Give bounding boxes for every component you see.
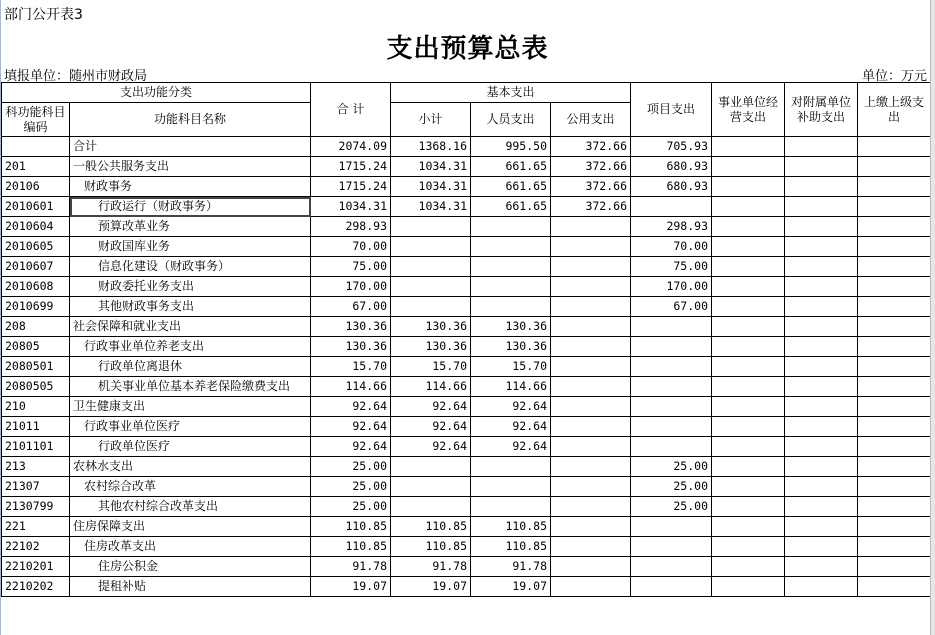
cell-e2[interactable] <box>785 257 858 277</box>
cell-total[interactable]: 1715.24 <box>311 177 391 197</box>
cell-public[interactable] <box>551 317 631 337</box>
cell-total[interactable]: 170.00 <box>311 277 391 297</box>
cell-name[interactable]: 行政单位离退休 <box>70 357 311 377</box>
cell-code[interactable]: 2080505 <box>2 377 70 397</box>
header-subsidy: 对附属单位补助支出 <box>785 83 858 137</box>
cell-public[interactable] <box>551 357 631 377</box>
cell-total[interactable]: 92.64 <box>311 397 391 417</box>
cell-project[interactable]: 70.00 <box>631 237 712 257</box>
cell-name[interactable]: 行政运行（财政事务） <box>70 197 311 217</box>
cell-e3[interactable] <box>858 257 931 277</box>
cell-e3[interactable] <box>858 317 931 337</box>
cell-name[interactable]: 一般公共服务支出 <box>70 157 311 177</box>
cell-e1[interactable] <box>712 517 785 537</box>
cell-total[interactable]: 130.36 <box>311 337 391 357</box>
cell-public[interactable] <box>551 557 631 577</box>
cell-e1[interactable] <box>712 277 785 297</box>
cell-e2[interactable] <box>785 297 858 317</box>
cell-name[interactable]: 财政事务 <box>70 177 311 197</box>
table-row <box>2 197 931 217</box>
sheet-label: 部门公开表3 <box>4 7 83 23</box>
cell-public[interactable]: 372.66 <box>551 137 631 157</box>
cell-e3[interactable] <box>858 557 931 577</box>
cell-e2[interactable] <box>785 517 858 537</box>
cell-name[interactable]: 农林水支出 <box>70 457 311 477</box>
cell-public[interactable] <box>551 217 631 237</box>
cell-public[interactable] <box>551 377 631 397</box>
cell-public[interactable] <box>551 237 631 257</box>
cell-subtotal[interactable]: 91.78 <box>391 557 471 577</box>
cell-code[interactable]: 208 <box>2 317 70 337</box>
header-project: 项目支出 <box>631 83 712 137</box>
header-func-class: 支出功能分类 <box>2 83 311 103</box>
cell-total[interactable]: 92.64 <box>311 437 391 457</box>
cell-project[interactable] <box>631 557 712 577</box>
cell-code[interactable]: 201 <box>2 157 70 177</box>
cell-personnel[interactable]: 110.85 <box>471 537 551 557</box>
cell-name[interactable]: 合计 <box>70 137 311 157</box>
cell-personnel[interactable]: 661.65 <box>471 157 551 177</box>
cell-name[interactable]: 提租补贴 <box>70 577 311 597</box>
cell-personnel[interactable]: 661.65 <box>471 197 551 217</box>
cell-e2[interactable] <box>785 157 858 177</box>
cell-code[interactable]: 2010608 <box>2 277 70 297</box>
cell-personnel[interactable]: 130.36 <box>471 337 551 357</box>
cell-personnel[interactable]: 130.36 <box>471 317 551 337</box>
cell-subtotal[interactable]: 92.64 <box>391 397 471 417</box>
cell-e3[interactable] <box>858 497 931 517</box>
cell-total[interactable]: 25.00 <box>311 477 391 497</box>
table-row <box>2 497 931 517</box>
cell-name[interactable]: 行政单位医疗 <box>70 437 311 457</box>
header-total: 合 计 <box>311 83 391 137</box>
window-right-edge <box>930 0 935 635</box>
table-row <box>2 137 931 157</box>
table-row <box>2 177 931 197</box>
cell-personnel[interactable]: 92.64 <box>471 437 551 457</box>
table-row <box>2 337 931 357</box>
cell-project[interactable]: 298.93 <box>631 217 712 237</box>
cell-name[interactable]: 住房公积金 <box>70 557 311 577</box>
budget-table <box>1 82 931 597</box>
cell-subtotal[interactable]: 1034.31 <box>391 197 471 217</box>
cell-e3[interactable] <box>858 577 931 597</box>
cell-e1[interactable] <box>712 257 785 277</box>
cell-total[interactable]: 298.93 <box>311 217 391 237</box>
table-row <box>2 457 931 477</box>
cell-project[interactable]: 705.93 <box>631 137 712 157</box>
cell-project[interactable] <box>631 197 712 217</box>
cell-name[interactable]: 信息化建设（财政事务） <box>70 257 311 277</box>
cell-subtotal[interactable]: 110.85 <box>391 537 471 557</box>
cell-subtotal[interactable]: 92.64 <box>391 437 471 457</box>
cell-public[interactable] <box>551 477 631 497</box>
cell-e3[interactable] <box>858 477 931 497</box>
cell-e2[interactable] <box>785 417 858 437</box>
cell-total[interactable]: 67.00 <box>311 297 391 317</box>
cell-personnel[interactable] <box>471 257 551 277</box>
cell-personnel[interactable]: 19.07 <box>471 577 551 597</box>
cell-code[interactable]: 2010607 <box>2 257 70 277</box>
cell-code[interactable] <box>2 137 70 157</box>
cell-public[interactable] <box>551 437 631 457</box>
cell-project[interactable] <box>631 577 712 597</box>
cell-e2[interactable] <box>785 457 858 477</box>
cell-e3[interactable] <box>858 517 931 537</box>
cell-e1[interactable] <box>712 217 785 237</box>
cell-total[interactable]: 19.07 <box>311 577 391 597</box>
cell-code[interactable]: 213 <box>2 457 70 477</box>
cell-total[interactable]: 110.85 <box>311 537 391 557</box>
cell-subtotal[interactable]: 19.07 <box>391 577 471 597</box>
cell-subtotal[interactable] <box>391 457 471 477</box>
cell-total[interactable]: 114.66 <box>311 377 391 397</box>
header-basic: 基本支出 <box>391 83 631 103</box>
cell-e3[interactable] <box>858 337 931 357</box>
cell-public[interactable]: 372.66 <box>551 157 631 177</box>
cell-code[interactable]: 20805 <box>2 337 70 357</box>
cell-code[interactable]: 2101101 <box>2 437 70 457</box>
cell-e1[interactable] <box>712 437 785 457</box>
cell-e3[interactable] <box>858 537 931 557</box>
cell-e2[interactable] <box>785 477 858 497</box>
cell-e1[interactable] <box>712 297 785 317</box>
cell-subtotal[interactable]: 15.70 <box>391 357 471 377</box>
cell-e3[interactable] <box>858 297 931 317</box>
cell-project[interactable]: 25.00 <box>631 457 712 477</box>
cell-public[interactable] <box>551 417 631 437</box>
cell-personnel[interactable] <box>471 477 551 497</box>
header-code: 科功能科目编码 <box>2 103 70 137</box>
cell-personnel[interactable]: 995.50 <box>471 137 551 157</box>
cell-subtotal[interactable] <box>391 477 471 497</box>
cell-name[interactable]: 预算改革业务 <box>70 217 311 237</box>
cell-e3[interactable] <box>858 217 931 237</box>
cell-personnel[interactable]: 91.78 <box>471 557 551 577</box>
cell-e3[interactable] <box>858 457 931 477</box>
cell-e1[interactable] <box>712 237 785 257</box>
cell-code[interactable]: 2130799 <box>2 497 70 517</box>
cell-e3[interactable] <box>858 157 931 177</box>
cell-name[interactable]: 其他财政事务支出 <box>70 297 311 317</box>
table-row <box>2 257 931 277</box>
cell-public[interactable] <box>551 457 631 477</box>
table-row <box>2 157 931 177</box>
cell-personnel[interactable]: 110.85 <box>471 517 551 537</box>
cell-subtotal[interactable] <box>391 497 471 517</box>
cell-subtotal[interactable]: 110.85 <box>391 517 471 537</box>
cell-e3[interactable] <box>858 137 931 157</box>
cell-total[interactable]: 130.36 <box>311 317 391 337</box>
table-row <box>2 477 931 497</box>
cell-code[interactable]: 2010601 <box>2 197 70 217</box>
cell-code[interactable]: 2210201 <box>2 557 70 577</box>
cell-e2[interactable] <box>785 217 858 237</box>
table-row <box>2 317 931 337</box>
cell-total[interactable]: 25.00 <box>311 457 391 477</box>
cell-name[interactable]: 卫生健康支出 <box>70 397 311 417</box>
cell-e2[interactable] <box>785 177 858 197</box>
cell-code[interactable]: 2080501 <box>2 357 70 377</box>
header-public: 公用支出 <box>551 103 631 137</box>
cell-e2[interactable] <box>785 437 858 457</box>
table-row <box>2 357 931 377</box>
table-row <box>2 557 931 577</box>
cell-e1[interactable] <box>712 397 785 417</box>
cell-e3[interactable] <box>858 197 931 217</box>
cell-e2[interactable] <box>785 357 858 377</box>
cell-name[interactable]: 住房保障支出 <box>70 517 311 537</box>
cell-name[interactable]: 其他农村综合改革支出 <box>70 497 311 517</box>
table-row <box>2 417 931 437</box>
cell-name[interactable]: 财政委托业务支出 <box>70 277 311 297</box>
cell-e2[interactable] <box>785 377 858 397</box>
cell-e1[interactable] <box>712 137 785 157</box>
cell-e2[interactable] <box>785 537 858 557</box>
header-subtotal: 小计 <box>391 103 471 137</box>
cell-project[interactable] <box>631 317 712 337</box>
cell-project[interactable] <box>631 397 712 417</box>
cell-e2[interactable] <box>785 277 858 297</box>
cell-code[interactable]: 2010605 <box>2 237 70 257</box>
table-row <box>2 237 931 257</box>
cell-subtotal[interactable] <box>391 237 471 257</box>
cell-subtotal[interactable]: 130.36 <box>391 317 471 337</box>
cell-public[interactable] <box>551 537 631 557</box>
table-row <box>2 537 931 557</box>
table-row <box>2 517 931 537</box>
cell-public[interactable]: 372.66 <box>551 197 631 217</box>
cell-total[interactable]: 92.64 <box>311 417 391 437</box>
cell-project[interactable]: 680.93 <box>631 177 712 197</box>
cell-name[interactable]: 机关事业单位基本养老保险缴费支出 <box>70 377 311 397</box>
cell-e1[interactable] <box>712 177 785 197</box>
cell-code[interactable]: 21011 <box>2 417 70 437</box>
table-row <box>2 217 931 237</box>
header-personnel: 人员支出 <box>471 103 551 137</box>
cell-e2[interactable] <box>785 197 858 217</box>
cell-project[interactable] <box>631 537 712 557</box>
cell-e3[interactable] <box>858 377 931 397</box>
cell-personnel[interactable] <box>471 497 551 517</box>
table-row <box>2 377 931 397</box>
cell-total[interactable]: 15.70 <box>311 357 391 377</box>
cell-personnel[interactable]: 92.64 <box>471 417 551 437</box>
cell-e3[interactable] <box>858 437 931 457</box>
cell-e2[interactable] <box>785 237 858 257</box>
cell-total[interactable]: 2074.09 <box>311 137 391 157</box>
cell-personnel[interactable] <box>471 457 551 477</box>
cell-e2[interactable] <box>785 577 858 597</box>
cell-code[interactable]: 21307 <box>2 477 70 497</box>
cell-personnel[interactable] <box>471 277 551 297</box>
cell-e1[interactable] <box>712 457 785 477</box>
cell-e1[interactable] <box>712 477 785 497</box>
cell-e3[interactable] <box>858 357 931 377</box>
cell-personnel[interactable] <box>471 237 551 257</box>
cell-personnel[interactable]: 661.65 <box>471 177 551 197</box>
cell-e2[interactable] <box>785 397 858 417</box>
table-row <box>2 277 931 297</box>
cell-code[interactable]: 2210202 <box>2 577 70 597</box>
cell-project[interactable]: 25.00 <box>631 477 712 497</box>
table-row <box>2 577 931 597</box>
cell-code[interactable]: 22102 <box>2 537 70 557</box>
cell-project[interactable] <box>631 357 712 377</box>
cell-e1[interactable] <box>712 577 785 597</box>
cell-subtotal[interactable]: 1368.16 <box>391 137 471 157</box>
cell-personnel[interactable] <box>471 297 551 317</box>
cell-project[interactable]: 67.00 <box>631 297 712 317</box>
cell-personnel[interactable]: 114.66 <box>471 377 551 397</box>
cell-subtotal[interactable] <box>391 217 471 237</box>
cell-total[interactable]: 70.00 <box>311 237 391 257</box>
cell-total[interactable]: 91.78 <box>311 557 391 577</box>
cell-e3[interactable] <box>858 277 931 297</box>
cell-e1[interactable] <box>712 337 785 357</box>
filler-unit: 填报单位：随州市财政局 <box>4 69 148 84</box>
page-title: 支出预算总表 <box>386 34 549 64</box>
amount-unit: 单位：万元 <box>861 69 927 84</box>
cell-total[interactable]: 75.00 <box>311 257 391 277</box>
cell-subtotal[interactable] <box>391 277 471 297</box>
table-row <box>2 297 931 317</box>
cell-code[interactable]: 2010604 <box>2 217 70 237</box>
cell-subtotal[interactable] <box>391 297 471 317</box>
cell-name[interactable]: 社会保障和就业支出 <box>70 317 311 337</box>
cell-e2[interactable] <box>785 557 858 577</box>
cell-project[interactable] <box>631 377 712 397</box>
table-row <box>2 437 931 457</box>
cell-public[interactable] <box>551 517 631 537</box>
cell-project[interactable]: 25.00 <box>631 497 712 517</box>
cell-e1[interactable] <box>712 317 785 337</box>
cell-subtotal[interactable]: 1034.31 <box>391 157 471 177</box>
cell-e2[interactable] <box>785 337 858 357</box>
cell-subtotal[interactable]: 1034.31 <box>391 177 471 197</box>
cell-subtotal[interactable]: 92.64 <box>391 417 471 437</box>
cell-project[interactable]: 680.93 <box>631 157 712 177</box>
cell-public[interactable] <box>551 257 631 277</box>
cell-e1[interactable] <box>712 157 785 177</box>
header-name: 功能科目名称 <box>70 103 311 137</box>
cell-personnel[interactable] <box>471 217 551 237</box>
cell-public[interactable] <box>551 277 631 297</box>
cell-public[interactable] <box>551 297 631 317</box>
cell-public[interactable]: 372.66 <box>551 177 631 197</box>
cell-total[interactable]: 1715.24 <box>311 157 391 177</box>
cell-project[interactable] <box>631 437 712 457</box>
cell-code[interactable]: 20106 <box>2 177 70 197</box>
cell-e3[interactable] <box>858 397 931 417</box>
cell-e3[interactable] <box>858 237 931 257</box>
cell-subtotal[interactable]: 130.36 <box>391 337 471 357</box>
cell-name[interactable]: 行政事业单位养老支出 <box>70 337 311 357</box>
cell-total[interactable]: 1034.31 <box>311 197 391 217</box>
cell-personnel[interactable]: 15.70 <box>471 357 551 377</box>
cell-public[interactable] <box>551 497 631 517</box>
table-row <box>2 397 931 417</box>
cell-name[interactable]: 财政国库业务 <box>70 237 311 257</box>
cell-project[interactable]: 75.00 <box>631 257 712 277</box>
cell-e1[interactable] <box>712 557 785 577</box>
cell-code[interactable]: 221 <box>2 517 70 537</box>
cell-e1[interactable] <box>712 197 785 217</box>
cell-public[interactable] <box>551 397 631 417</box>
cell-subtotal[interactable]: 114.66 <box>391 377 471 397</box>
cell-e1[interactable] <box>712 417 785 437</box>
cell-e2[interactable] <box>785 317 858 337</box>
cell-e3[interactable] <box>858 177 931 197</box>
header-enterprise: 事业单位经营支出 <box>712 83 785 137</box>
cell-total[interactable]: 110.85 <box>311 517 391 537</box>
cell-e2[interactable] <box>785 137 858 157</box>
cell-project[interactable] <box>631 417 712 437</box>
cell-e3[interactable] <box>858 417 931 437</box>
cell-e2[interactable] <box>785 497 858 517</box>
cell-name[interactable]: 住房改革支出 <box>70 537 311 557</box>
cell-e1[interactable] <box>712 497 785 517</box>
cell-subtotal[interactable] <box>391 257 471 277</box>
cell-total[interactable]: 25.00 <box>311 497 391 517</box>
cell-name[interactable]: 农村综合改革 <box>70 477 311 497</box>
cell-code[interactable]: 210 <box>2 397 70 417</box>
cell-public[interactable] <box>551 337 631 357</box>
cell-public[interactable] <box>551 577 631 597</box>
cell-project[interactable] <box>631 337 712 357</box>
cell-e1[interactable] <box>712 537 785 557</box>
cell-code[interactable]: 2010699 <box>2 297 70 317</box>
cell-e1[interactable] <box>712 377 785 397</box>
cell-e1[interactable] <box>712 357 785 377</box>
header-upper: 上缴上级支出 <box>858 83 931 137</box>
cell-project[interactable]: 170.00 <box>631 277 712 297</box>
cell-name[interactable]: 行政事业单位医疗 <box>70 417 311 437</box>
cell-project[interactable] <box>631 517 712 537</box>
cell-personnel[interactable]: 92.64 <box>471 397 551 417</box>
